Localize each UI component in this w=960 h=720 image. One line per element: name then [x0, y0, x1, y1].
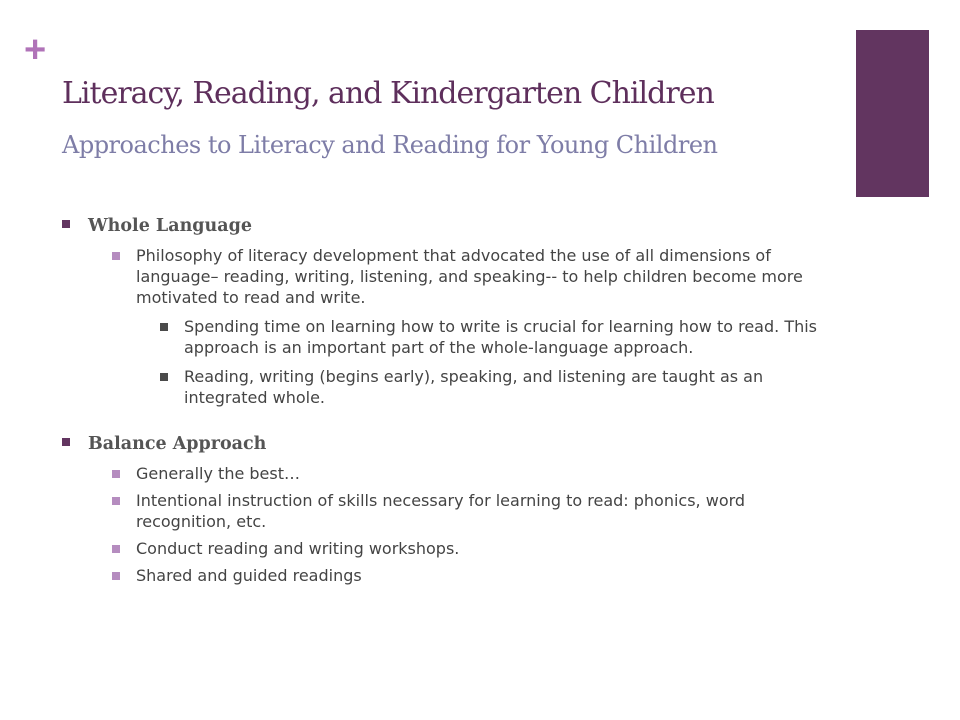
section-items: [112, 245, 842, 408]
square-bullet-icon: [112, 497, 120, 505]
square-bullet-icon: [112, 252, 120, 260]
list-item: [112, 565, 842, 586]
list-item-text: Intentional instruction of skills necessary for learning to read: phonics, word recognition, etc.: [136, 491, 746, 531]
list-item: [112, 463, 842, 484]
square-bullet-icon: [112, 545, 120, 553]
list-item-text: Conduct reading and writing workshops.: [136, 539, 460, 558]
sub-list-item: [160, 366, 842, 408]
bullet-list: [62, 212, 842, 586]
square-bullet-icon: [160, 323, 168, 331]
square-bullet-icon: [112, 470, 120, 478]
list-item-text: Shared and guided readings: [136, 566, 362, 585]
list-item: [112, 245, 842, 408]
section-balance-approach: [62, 430, 842, 586]
slide-title: Literacy, Reading, and Kindergarten Children: [62, 76, 714, 111]
accent-bar: [856, 30, 929, 197]
square-bullet-icon: [112, 572, 120, 580]
list-item-text: Philosophy of literacy development that advocated the use of all dimensions of language– reading, writing, listening, and speaking-- to help children become more motivated to read and write.: [136, 246, 803, 307]
sub-list-item-text: Reading, writing (begins early), speaking, and listening are taught as an integrated whole.: [184, 367, 764, 407]
sub-list-item: [160, 316, 842, 358]
square-bullet-icon: [62, 438, 70, 446]
square-bullet-icon: [62, 220, 70, 228]
plus-icon: +: [24, 29, 47, 71]
section-items: [112, 463, 842, 586]
square-bullet-icon: [160, 373, 168, 381]
list-item: [112, 490, 842, 532]
section-heading: Whole Language: [88, 216, 252, 236]
slide-body: [62, 212, 842, 586]
sub-list-item-text: Spending time on learning how to write is crucial for learning how to read. This approach is an important part of the whole-language approach.: [184, 317, 818, 357]
section-whole-language: [62, 212, 842, 408]
list-item: [112, 538, 842, 559]
slide-subtitle: Approaches to Literacy and Reading for Young Children: [62, 131, 718, 159]
list-item-text: Generally the best…: [136, 464, 301, 483]
section-heading: Balance Approach: [88, 434, 267, 454]
sub-items: [160, 316, 842, 408]
